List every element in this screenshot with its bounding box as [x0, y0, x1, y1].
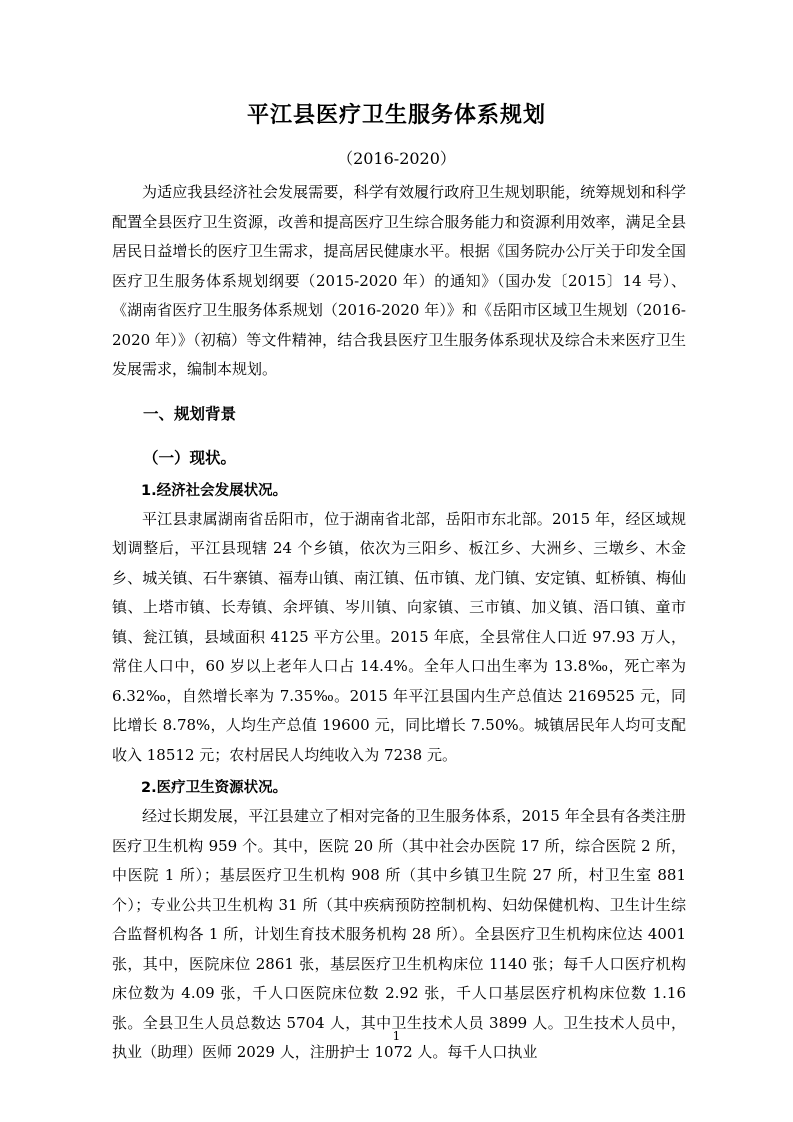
health-resources-paragraph: 经过长期发展，平江县建立了相对完备的卫生服务体系，2015 年全县有各类注册医疗卫生机构 959 个。其中，医院 20 所（其中社会办医院 17 所，综合医院 2 所，中医院 1 所）；基层医疗卫生机构 908 所（其中乡镇卫生院 27 所，村卫生室 881 个）；专业公共卫生机构 31 所（其中疾病预防控制机构、妇幼保健机构、卫生计生综合监督机构各 1 所，计划生育技术服务机构 28 所）。全县医疗卫生机构床位达 4001 张，其中，医院床位 2861 张，基层医疗卫生机构床位 1140 张；每千人口医疗机构床位数为 4.09 张，千人口医院床位数 2.92 张，千人口基层医疗机构床位数 1.16 张。全县卫生人员总数达 5704 人，其中卫生技术人员 3899 人。卫生技术人员中，执业（助理）医师 2029 人，注册护士 1072 人。每千人口执业 [112, 807, 686, 1061]
item-heading-economy: 1.经济社会发展状况。 [141, 482, 288, 499]
document-body [112, 178, 686, 1068]
document-subtitle: （2016-2020） [337, 149, 456, 168]
document-title: 平江县医疗卫生服务体系规划 [246, 103, 546, 128]
subsection-heading-status: （一）现状。 [143, 448, 237, 467]
economy-paragraph: 平江县隶属湖南省岳阳市，位于湖南省北部，岳阳市东北部。2015 年，经区域规划调整后，平江县现辖 24 个乡镇，依次为三阳乡、板江乡、大洲乡、三墩乡、木金乡、城关镇、石牛寨镇、福寿山镇、南江镇、伍市镇、龙门镇、安定镇、虹桥镇、梅仙镇、上塔市镇、长寿镇、余坪镇、岑川镇、向家镇、三市镇、加义镇、浯口镇、童市镇、瓮江镇，县域面积 4125 平方公里。2015 年底，全县常住人口近 97.93 万人，常住人口中，60 岁以上老年人口占 14.4%。全年人口出生率为 13.8‰，死亡率为 6.32‰，自然增长率为 7.35‰。2015 年平江县国内生产总值达 2169525 元，同比增长 8.78%，人均生产总值 19600 元，同比增长 7.50%。城镇居民年人均可支配收入 18512 元；农村居民人均纯收入为 7238 元。 [112, 509, 686, 764]
intro-paragraph: 为适应我县经济社会发展需要，科学有效履行政府卫生规划职能，统筹规划和科学配置全县医疗卫生资源，改善和提高医疗卫生综合服务能力和资源利用效率，满足全县居民日益增长的医疗卫生需求，提高居民健康水平。根据《国务院办公厅关于印发全国医疗卫生服务体系规划纲要（2015-2020 年）的通知》（国办发〔2015〕14 号）、《湖南省医疗卫生服务体系规划（2016-2020 年）》和《岳阳市区域卫生规划（2016-2020 年）》（初稿）等文件精神，结合我县医疗卫生服务体系现状及综合未来医疗卫生发展需求，编制本规划。 [112, 183, 686, 378]
page-number: 1 [392, 1029, 401, 1043]
item-heading-health-resources: 2.医疗卫生资源状况。 [141, 780, 288, 796]
section-heading-background: 一、规划背景 [143, 404, 237, 423]
